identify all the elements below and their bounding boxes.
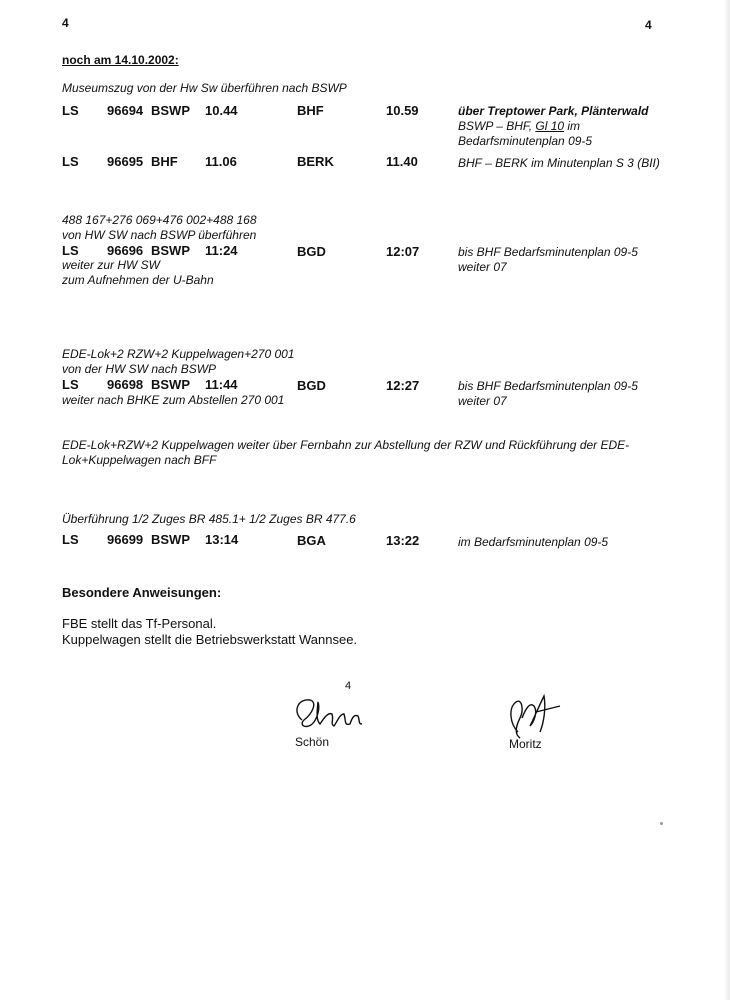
- block4-line-1: EDE-Lok+RZW+2 Kuppelwagen weiter über Fernbahn zur Abstellung der RZW und Rückführung der EDE-: [62, 438, 630, 452]
- row-from: BSWP: [151, 532, 190, 547]
- row-type: LS: [62, 154, 79, 169]
- signature-right-name: Moritz: [509, 737, 542, 751]
- row-dep: 10.44: [205, 103, 238, 118]
- block2-note-1: 488 167+276 069+476 002+488 168: [62, 213, 257, 227]
- row-from: BSWP: [151, 377, 190, 392]
- page-number-right: 4: [645, 18, 652, 32]
- special-heading: Besondere Anweisungen:: [62, 585, 222, 600]
- scan-edge: [724, 0, 730, 1000]
- row-to: BGD: [297, 244, 326, 259]
- special-line-1: FBE stellt das Tf-Personal.: [62, 616, 217, 631]
- block5-note: Überführung 1/2 Zuges BR 485.1+ 1/2 Zuges BR 477.6: [62, 512, 356, 526]
- block3-after-1: weiter nach BHKE zum Abstellen 270 001: [62, 393, 285, 407]
- row-remark: weiter 07: [458, 394, 507, 408]
- row-arr: 10.59: [386, 103, 419, 118]
- row-train: 96699: [107, 532, 144, 547]
- row-train: 96698: [107, 377, 144, 392]
- row-dep: 11:24: [205, 243, 238, 258]
- row-from: BHF: [151, 154, 178, 169]
- row-dep: 11.06: [205, 154, 237, 169]
- remark-part: BSWP – BHF,: [458, 119, 536, 133]
- block2-note-2: von HW SW nach BSWP überführen: [62, 228, 257, 242]
- block2-after-1: weiter zur HW SW: [62, 258, 161, 272]
- row-remark: über Treptower Park, Plänterwald: [458, 104, 649, 118]
- row-type: LS: [62, 377, 79, 392]
- row-to: BHF: [297, 103, 324, 118]
- block3-note-1: EDE-Lok+2 RZW+2 Kuppelwagen+270 001: [62, 347, 295, 361]
- row-to: BGA: [297, 533, 326, 548]
- signature-mark: 4: [345, 680, 352, 692]
- block1-note: Museumszug von der Hw Sw überführen nach BSWP: [62, 81, 347, 95]
- scan-speck: [660, 822, 663, 825]
- row-from: BSWP: [151, 243, 190, 258]
- row-remark: [458, 119, 580, 133]
- signature-left-scribble-icon: [288, 690, 368, 736]
- block4-line-2: Lok+Kuppelwagen nach BFF: [62, 453, 217, 467]
- row-type: LS: [62, 103, 79, 118]
- row-remark: bis BHF Bedarfsminutenplan 09-5: [458, 245, 638, 259]
- row-dep: 13:14: [205, 532, 239, 547]
- row-train: 96695: [107, 154, 144, 169]
- remark-part: im: [564, 119, 581, 133]
- row-to: BERK: [297, 154, 334, 169]
- row-train: 96696: [107, 243, 144, 258]
- row-remark: Bedarfsminutenplan 09-5: [458, 134, 593, 148]
- row-type: LS: [62, 243, 79, 258]
- row-arr: 13:22: [386, 533, 420, 548]
- track-number: Gl 10: [535, 119, 565, 133]
- row-remark: im Bedarfsminutenplan 09-5: [458, 535, 609, 549]
- row-arr: 12:07: [386, 244, 420, 259]
- row-type: LS: [62, 532, 79, 547]
- block3-note-2: von der HW SW nach BSWP: [62, 362, 217, 376]
- row-train: 96694: [107, 103, 144, 118]
- row-remark: bis BHF Bedarfsminutenplan 09-5: [458, 379, 638, 393]
- signature-left-name: Schön: [295, 735, 330, 749]
- row-remark: weiter 07: [458, 260, 507, 274]
- row-remark: BHF – BERK im Minutenplan S 3 (BII): [458, 156, 660, 170]
- date-header: noch am 14.10.2002:: [62, 53, 179, 67]
- signature-right-scribble-icon: [500, 688, 570, 744]
- row-from: BSWP: [151, 103, 190, 118]
- row-arr: 12:27: [386, 378, 420, 393]
- row-arr: 11.40: [386, 154, 418, 169]
- page-number-left: 4: [62, 16, 69, 30]
- row-to: BGD: [297, 378, 326, 393]
- row-dep: 11:44: [205, 377, 238, 392]
- block2-after-2: zum Aufnehmen der U-Bahn: [62, 273, 214, 287]
- special-line-2: Kuppelwagen stellt die Betriebswerkstatt Wannsee.: [62, 632, 358, 647]
